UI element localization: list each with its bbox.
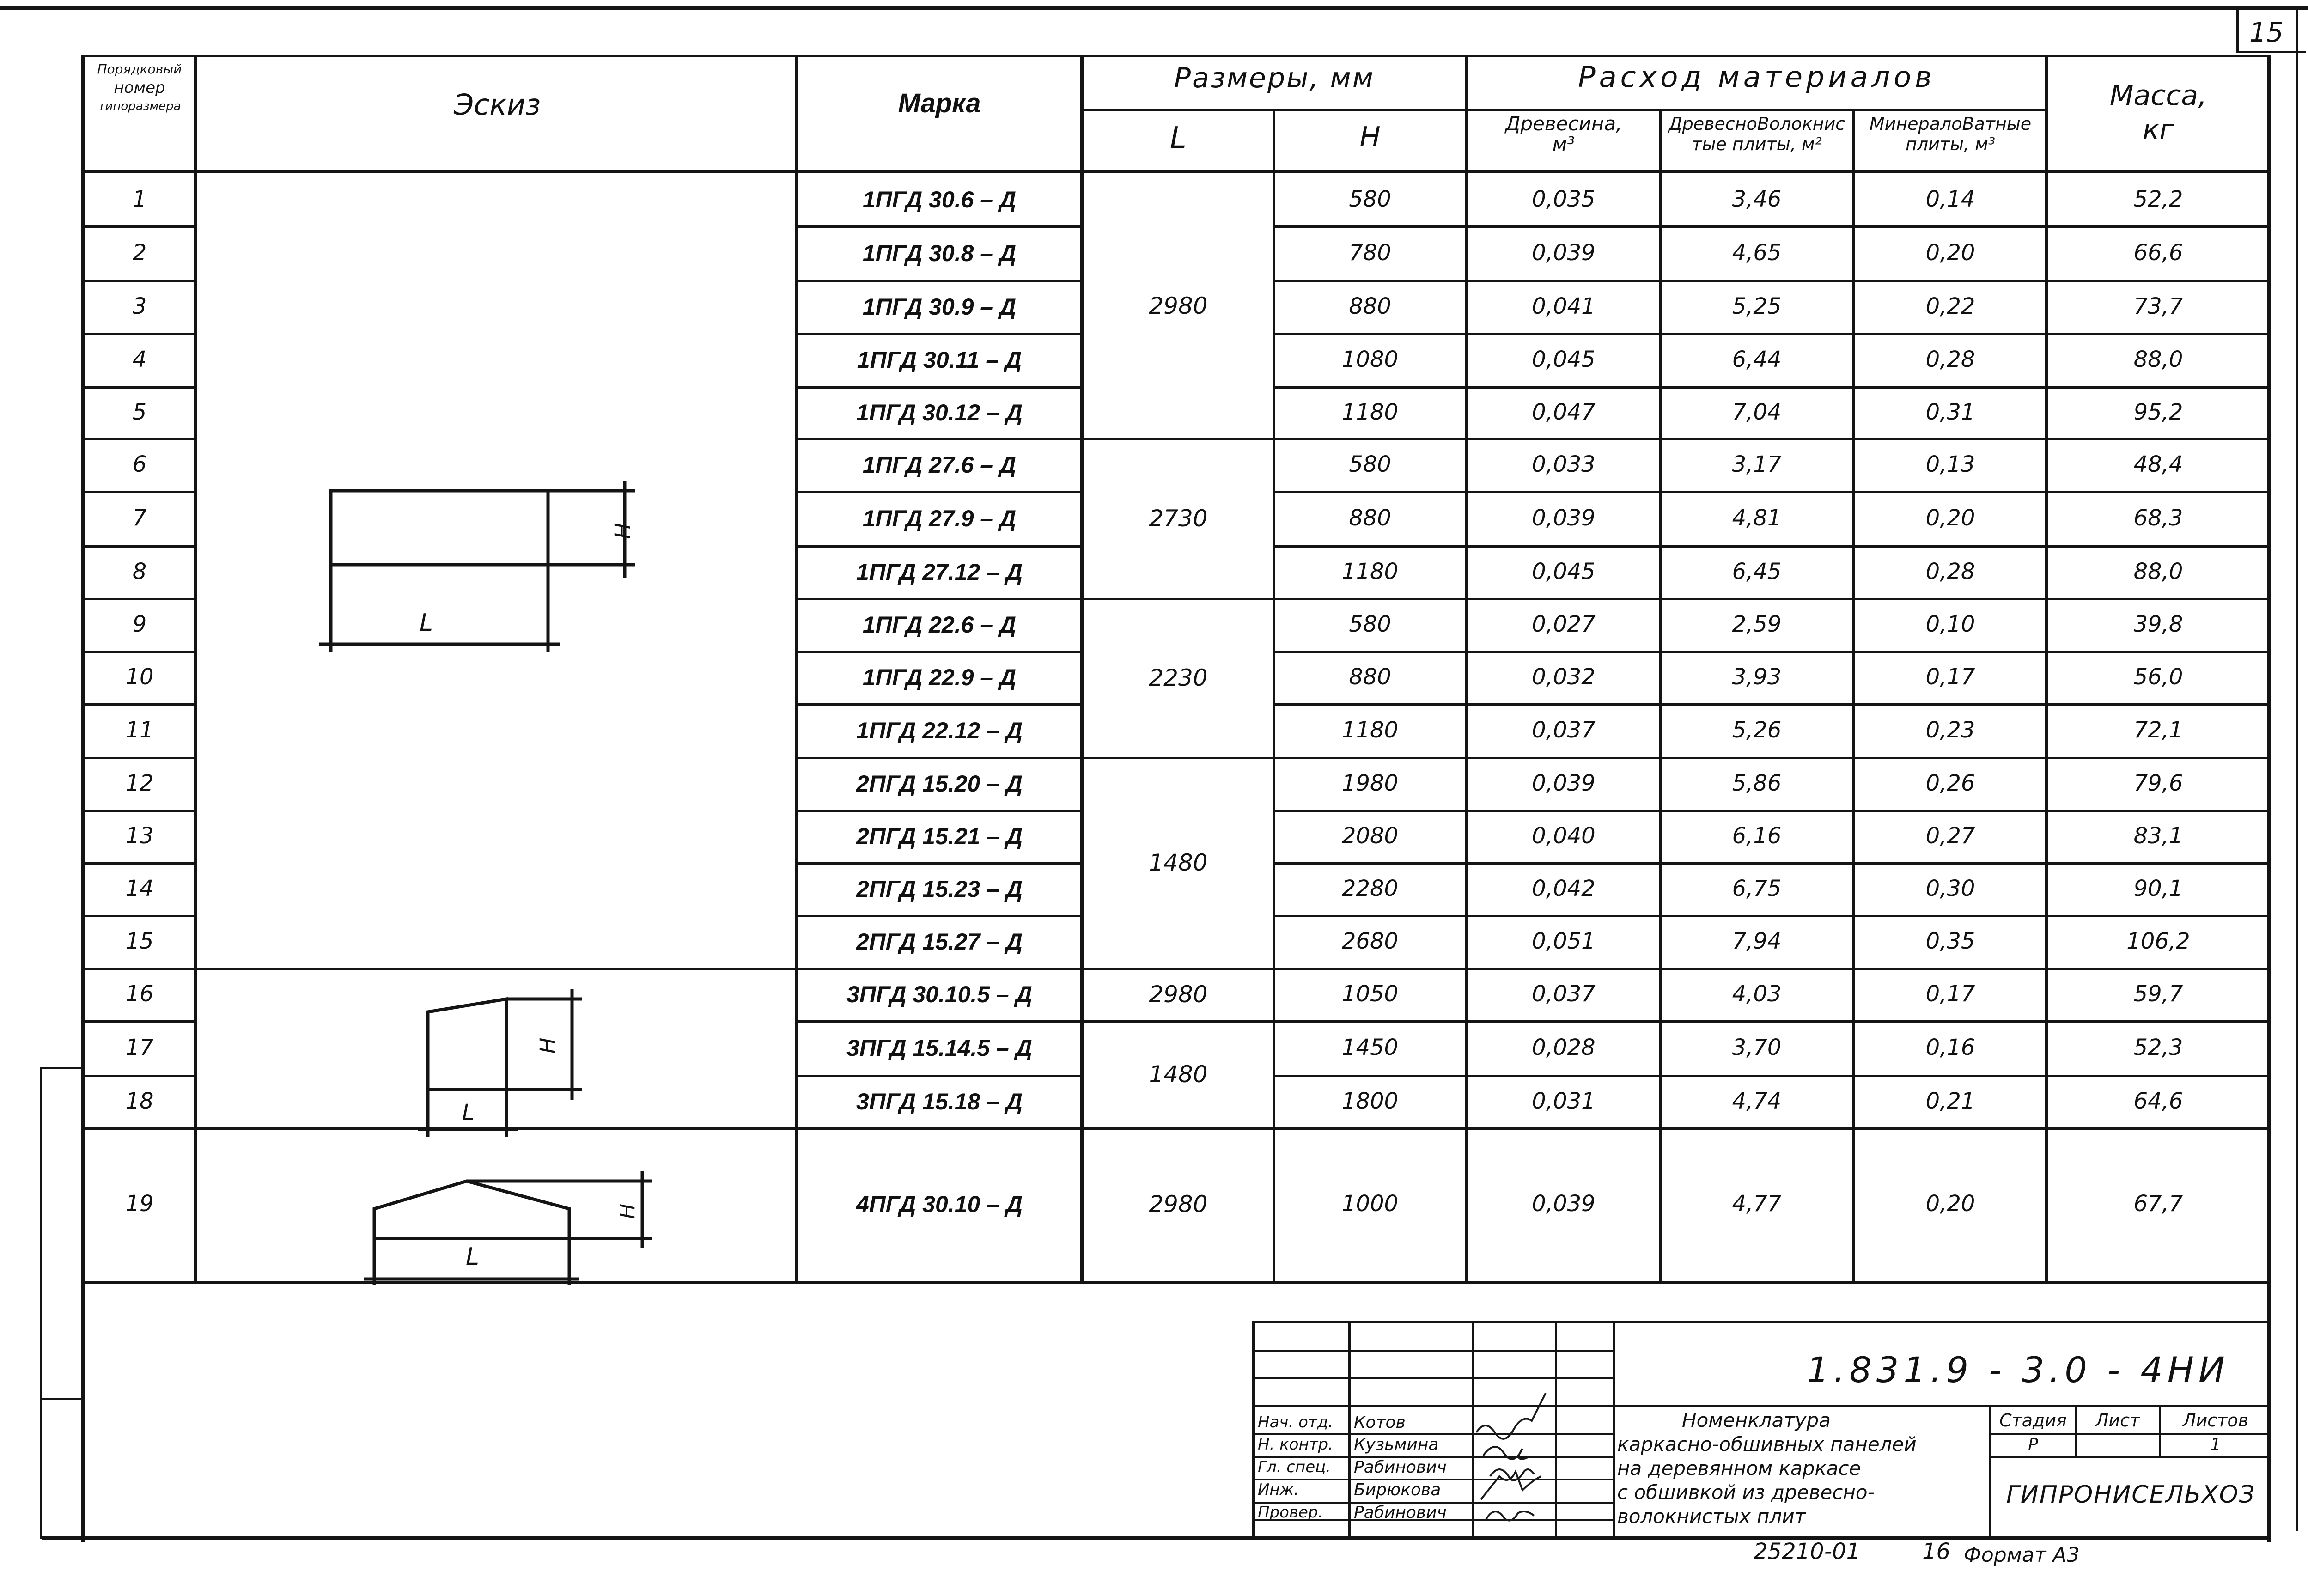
cell-n: 19 (125, 1191, 154, 1217)
cell-length-group: 2230 (1149, 664, 1208, 691)
cell-fib: 4,81 (1732, 505, 1782, 531)
cell-n: 15 (125, 928, 154, 954)
cell-H: 2680 (1341, 928, 1399, 954)
stamp-role: Гл. спец. (1258, 1458, 1331, 1476)
cell-mark: 1ПГД 30.6 – Д (862, 187, 1017, 213)
cell-min: 0,20 (1925, 240, 1975, 266)
cell-H: 580 (1349, 186, 1391, 212)
cell-wood: 0,047 (1532, 399, 1596, 425)
cell-min: 0,21 (1925, 1088, 1975, 1114)
cell-H: 1050 (1341, 981, 1399, 1007)
cell-wood: 0,039 (1532, 240, 1596, 266)
header-num-line3: типоразмера (98, 99, 181, 113)
cell-fib: 4,77 (1732, 1191, 1782, 1217)
title-line-5: волокнистых плит (1617, 1505, 1806, 1528)
cell-n: 5 (132, 399, 147, 425)
cell-min: 0,23 (1925, 717, 1975, 743)
cell-mass: 68,3 (2133, 505, 2183, 531)
cell-wood: 0,039 (1532, 770, 1596, 796)
cell-wood: 0,045 (1532, 347, 1596, 372)
cell-wood: 0,041 (1532, 293, 1596, 319)
cell-mark: 1ПГД 30.8 – Д (862, 240, 1017, 266)
cell-wood: 0,039 (1532, 505, 1596, 531)
cell-mass: 79,6 (2133, 770, 2183, 796)
cell-n: 3 (132, 293, 147, 319)
cell-H: 2080 (1341, 823, 1399, 849)
cell-mass: 52,3 (2133, 1035, 2183, 1060)
cell-fib: 4,03 (1732, 981, 1782, 1007)
cell-length-group: 1480 (1149, 849, 1208, 876)
stamp-name: Кузьмина (1354, 1435, 1439, 1454)
header-fiberboard-line1: ДревесноВолокнис (1668, 114, 1845, 134)
cell-mark: 1ПГД 30.11 – Д (857, 347, 1022, 373)
cell-mass: 83,1 (2133, 823, 2183, 849)
cell-fib: 4,65 (1732, 240, 1782, 266)
sketch-1-h-label: H (610, 523, 635, 539)
cell-fib: 6,75 (1732, 876, 1782, 902)
cell-wood: 0,033 (1532, 451, 1596, 477)
cell-mass: 95,2 (2133, 399, 2183, 425)
header-fiberboard-line2: тые плиты, м² (1692, 134, 1822, 154)
cell-mass: 90,1 (2133, 876, 2183, 902)
cell-H: 1450 (1341, 1035, 1399, 1060)
header-size-l: L (1170, 121, 1187, 155)
sheets-label: Листов (2183, 1410, 2248, 1431)
header-size-h: H (1359, 121, 1381, 153)
sketch-2-l-label: L (462, 1100, 475, 1126)
header-mass-line1: Масса, (2109, 79, 2207, 112)
cell-mass: 67,7 (2133, 1191, 2183, 1217)
cell-mark: 3ПГД 15.18 – Д (856, 1089, 1023, 1115)
stamp-name: Рабинович (1354, 1503, 1447, 1522)
cell-H: 1980 (1341, 770, 1399, 796)
cell-wood: 0,045 (1532, 559, 1596, 585)
signature-5 (1486, 1511, 1534, 1521)
cell-mass: 59,7 (2133, 981, 2183, 1007)
cell-wood: 0,039 (1532, 1191, 1596, 1217)
header-mass-line2: кг (2143, 114, 2174, 146)
cell-n: 4 (132, 347, 147, 372)
sketch-3-h-label: H (616, 1203, 640, 1219)
cell-mass: 106,2 (2126, 928, 2190, 954)
cell-min: 0,10 (1925, 611, 1975, 637)
cell-mark: 2ПГД 15.20 – Д (856, 771, 1023, 797)
stamp-name: Рабинович (1354, 1458, 1447, 1477)
title-line-4: с обшивкой из древесно- (1617, 1481, 1875, 1504)
cell-fib: 5,25 (1732, 293, 1782, 319)
cell-fib: 7,94 (1732, 928, 1782, 954)
cell-length-group: 1480 (1149, 1061, 1208, 1088)
cell-mass: 52,2 (2133, 186, 2183, 212)
cell-mark: 3ПГД 30.10.5 – Д (846, 981, 1032, 1007)
cell-wood: 0,031 (1532, 1088, 1596, 1114)
cell-mark: 1ПГД 30.9 – Д (862, 294, 1017, 320)
cell-wood: 0,028 (1532, 1035, 1596, 1060)
cell-mass: 64,6 (2133, 1088, 2183, 1114)
stage-label: Стадия (1999, 1410, 2067, 1431)
cell-min: 0,30 (1925, 876, 1975, 902)
cell-mass: 56,0 (2133, 664, 2183, 690)
cell-wood: 0,027 (1532, 611, 1596, 637)
cell-min: 0,28 (1925, 347, 1975, 372)
cell-min: 0,20 (1925, 505, 1975, 531)
title-line-3: на деревянном каркасе (1617, 1457, 1861, 1480)
cell-wood: 0,037 (1532, 717, 1596, 743)
cell-H: 1080 (1341, 347, 1399, 372)
header-num-line2: номер (114, 79, 165, 97)
cell-wood: 0,032 (1532, 664, 1596, 690)
header-sizes: Размеры, мм (1174, 62, 1375, 94)
cell-mass: 66,6 (2133, 240, 2183, 266)
cell-n: 16 (125, 981, 154, 1007)
cell-n: 6 (132, 451, 147, 477)
stamp-role: Инж. (1258, 1480, 1299, 1499)
sheet-label: Лист (2095, 1410, 2140, 1431)
title-line-1: Номенклатура (1682, 1409, 1831, 1432)
cell-mass: 88,0 (2133, 347, 2183, 372)
cell-n: 17 (125, 1035, 154, 1060)
organization: ГИПРОНИСЕЛЬХОЗ (2006, 1481, 2256, 1509)
signature-1 (1476, 1393, 1546, 1439)
cell-mark: 2ПГД 15.21 – Д (856, 823, 1023, 849)
cell-H: 1180 (1341, 559, 1399, 585)
footer-number: 25210-01 (1754, 1539, 1861, 1565)
footer-page: 16 (1922, 1539, 1951, 1565)
cell-fib: 3,17 (1732, 451, 1782, 477)
cell-min: 0,27 (1925, 823, 1975, 849)
header-mineral-line1: МинералоВатные (1869, 114, 2032, 134)
cell-H: 1000 (1341, 1191, 1399, 1217)
cell-n: 13 (125, 823, 154, 849)
cell-min: 0,35 (1925, 928, 1975, 954)
header-sketch: Эскиз (453, 88, 541, 122)
cell-min: 0,31 (1925, 399, 1975, 425)
signature-2 (1483, 1447, 1527, 1459)
cell-n: 14 (125, 876, 154, 902)
cell-H: 2280 (1341, 876, 1399, 902)
cell-fib: 4,74 (1732, 1088, 1782, 1114)
cell-n: 10 (125, 664, 154, 690)
cell-wood: 0,042 (1532, 876, 1596, 902)
cell-n: 12 (125, 770, 154, 796)
cell-fib: 5,86 (1732, 770, 1782, 796)
stamp-name: Бирюкова (1354, 1480, 1441, 1499)
cell-H: 580 (1349, 611, 1391, 637)
cell-H: 880 (1349, 505, 1391, 531)
cell-mark: 1ПГД 22.12 – Д (856, 718, 1023, 743)
header-mark: Марка (898, 88, 981, 118)
cell-mass: 73,7 (2133, 293, 2183, 319)
cell-min: 0,20 (1925, 1191, 1975, 1217)
cell-min: 0,28 (1925, 559, 1975, 585)
header-num-line1: Порядковый (97, 61, 182, 77)
cell-mass: 72,1 (2133, 717, 2183, 743)
cell-mark: 1ПГД 27.9 – Д (862, 506, 1017, 531)
cell-fib: 6,44 (1732, 347, 1782, 372)
sketch-1-l-label: L (420, 609, 433, 637)
cell-n: 9 (132, 611, 147, 637)
cell-length-group: 2980 (1149, 292, 1208, 319)
sketch-3-l-label: L (466, 1243, 479, 1271)
cell-mass: 88,0 (2133, 559, 2183, 585)
cell-fib: 3,93 (1732, 664, 1782, 690)
cell-H: 880 (1349, 664, 1391, 690)
cell-n: 11 (125, 717, 154, 743)
stamp-role: Нач. отд. (1258, 1413, 1334, 1432)
cell-length-group: 2980 (1149, 1191, 1208, 1218)
cell-H: 1800 (1341, 1088, 1399, 1114)
cell-mass: 39,8 (2133, 611, 2183, 637)
cell-fib: 2,59 (1732, 611, 1782, 637)
cell-min: 0,14 (1925, 186, 1975, 212)
cell-mark: 4ПГД 30.10 – Д (856, 1191, 1023, 1217)
title-line-2: каркасно-обшивных панелей (1617, 1433, 1917, 1456)
cell-n: 1 (132, 186, 147, 212)
cell-min: 0,17 (1925, 981, 1975, 1007)
cell-wood: 0,037 (1532, 981, 1596, 1007)
cell-fib: 5,26 (1732, 717, 1782, 743)
sketch-2-h-label: H (535, 1037, 560, 1054)
stamp-role: Провер. (1258, 1503, 1323, 1522)
cell-H: 880 (1349, 293, 1391, 319)
cell-min: 0,16 (1925, 1035, 1975, 1060)
cell-n: 18 (125, 1088, 154, 1114)
cell-mark: 3ПГД 15.14.5 – Д (846, 1035, 1032, 1061)
cell-mark: 2ПГД 15.27 – Д (856, 929, 1023, 955)
cell-mark: 1ПГД 22.9 – Д (862, 664, 1017, 690)
cell-mark: 1ПГД 27.12 – Д (856, 559, 1023, 585)
cell-length-group: 2980 (1149, 981, 1208, 1008)
cell-mark: 1ПГД 27.6 – Д (862, 452, 1017, 478)
cell-mark: 1ПГД 30.12 – Д (856, 400, 1023, 426)
cell-fib: 6,45 (1732, 559, 1782, 585)
cell-H: 580 (1349, 451, 1391, 477)
cell-min: 0,17 (1925, 664, 1975, 690)
sheets-value: 1 (2210, 1435, 2221, 1454)
footer-format: Формат А3 (1964, 1543, 2080, 1567)
cell-min: 0,26 (1925, 770, 1975, 796)
header-wood-line2: м³ (1552, 133, 1575, 155)
header-materials: Расход материалов (1578, 60, 1936, 94)
cell-mark: 1ПГД 22.6 – Д (862, 612, 1017, 638)
cell-n: 7 (132, 505, 147, 531)
cell-n: 8 (132, 559, 147, 585)
cell-fib: 3,70 (1732, 1035, 1782, 1060)
cell-fib: 7,04 (1732, 399, 1782, 425)
cell-wood: 0,035 (1532, 186, 1596, 212)
stage-value: Р (2028, 1435, 2038, 1454)
header-wood-line1: Древесина, (1505, 112, 1622, 135)
cell-min: 0,22 (1925, 293, 1975, 319)
cell-mass: 48,4 (2133, 451, 2183, 477)
stamp-role: Н. контр. (1258, 1435, 1333, 1454)
page-number: 15 (2249, 17, 2284, 48)
header-mineral-line2: плиты, м³ (1905, 134, 1996, 154)
cell-H: 780 (1349, 240, 1391, 266)
cell-length-group: 2730 (1149, 505, 1208, 532)
cell-H: 1180 (1341, 399, 1399, 425)
cell-fib: 6,16 (1732, 823, 1782, 849)
cell-n: 2 (132, 240, 147, 266)
cell-mark: 2ПГД 15.23 – Д (856, 876, 1023, 902)
cell-H: 1180 (1341, 717, 1399, 743)
cell-wood: 0,051 (1532, 928, 1596, 954)
cell-min: 0,13 (1925, 451, 1975, 477)
document-code: 1.831.9 - 3.0 - 4НИ (1807, 1349, 2229, 1390)
cell-wood: 0,040 (1532, 823, 1596, 849)
cell-fib: 3,46 (1732, 186, 1782, 212)
stamp-name: Котов (1354, 1413, 1406, 1432)
